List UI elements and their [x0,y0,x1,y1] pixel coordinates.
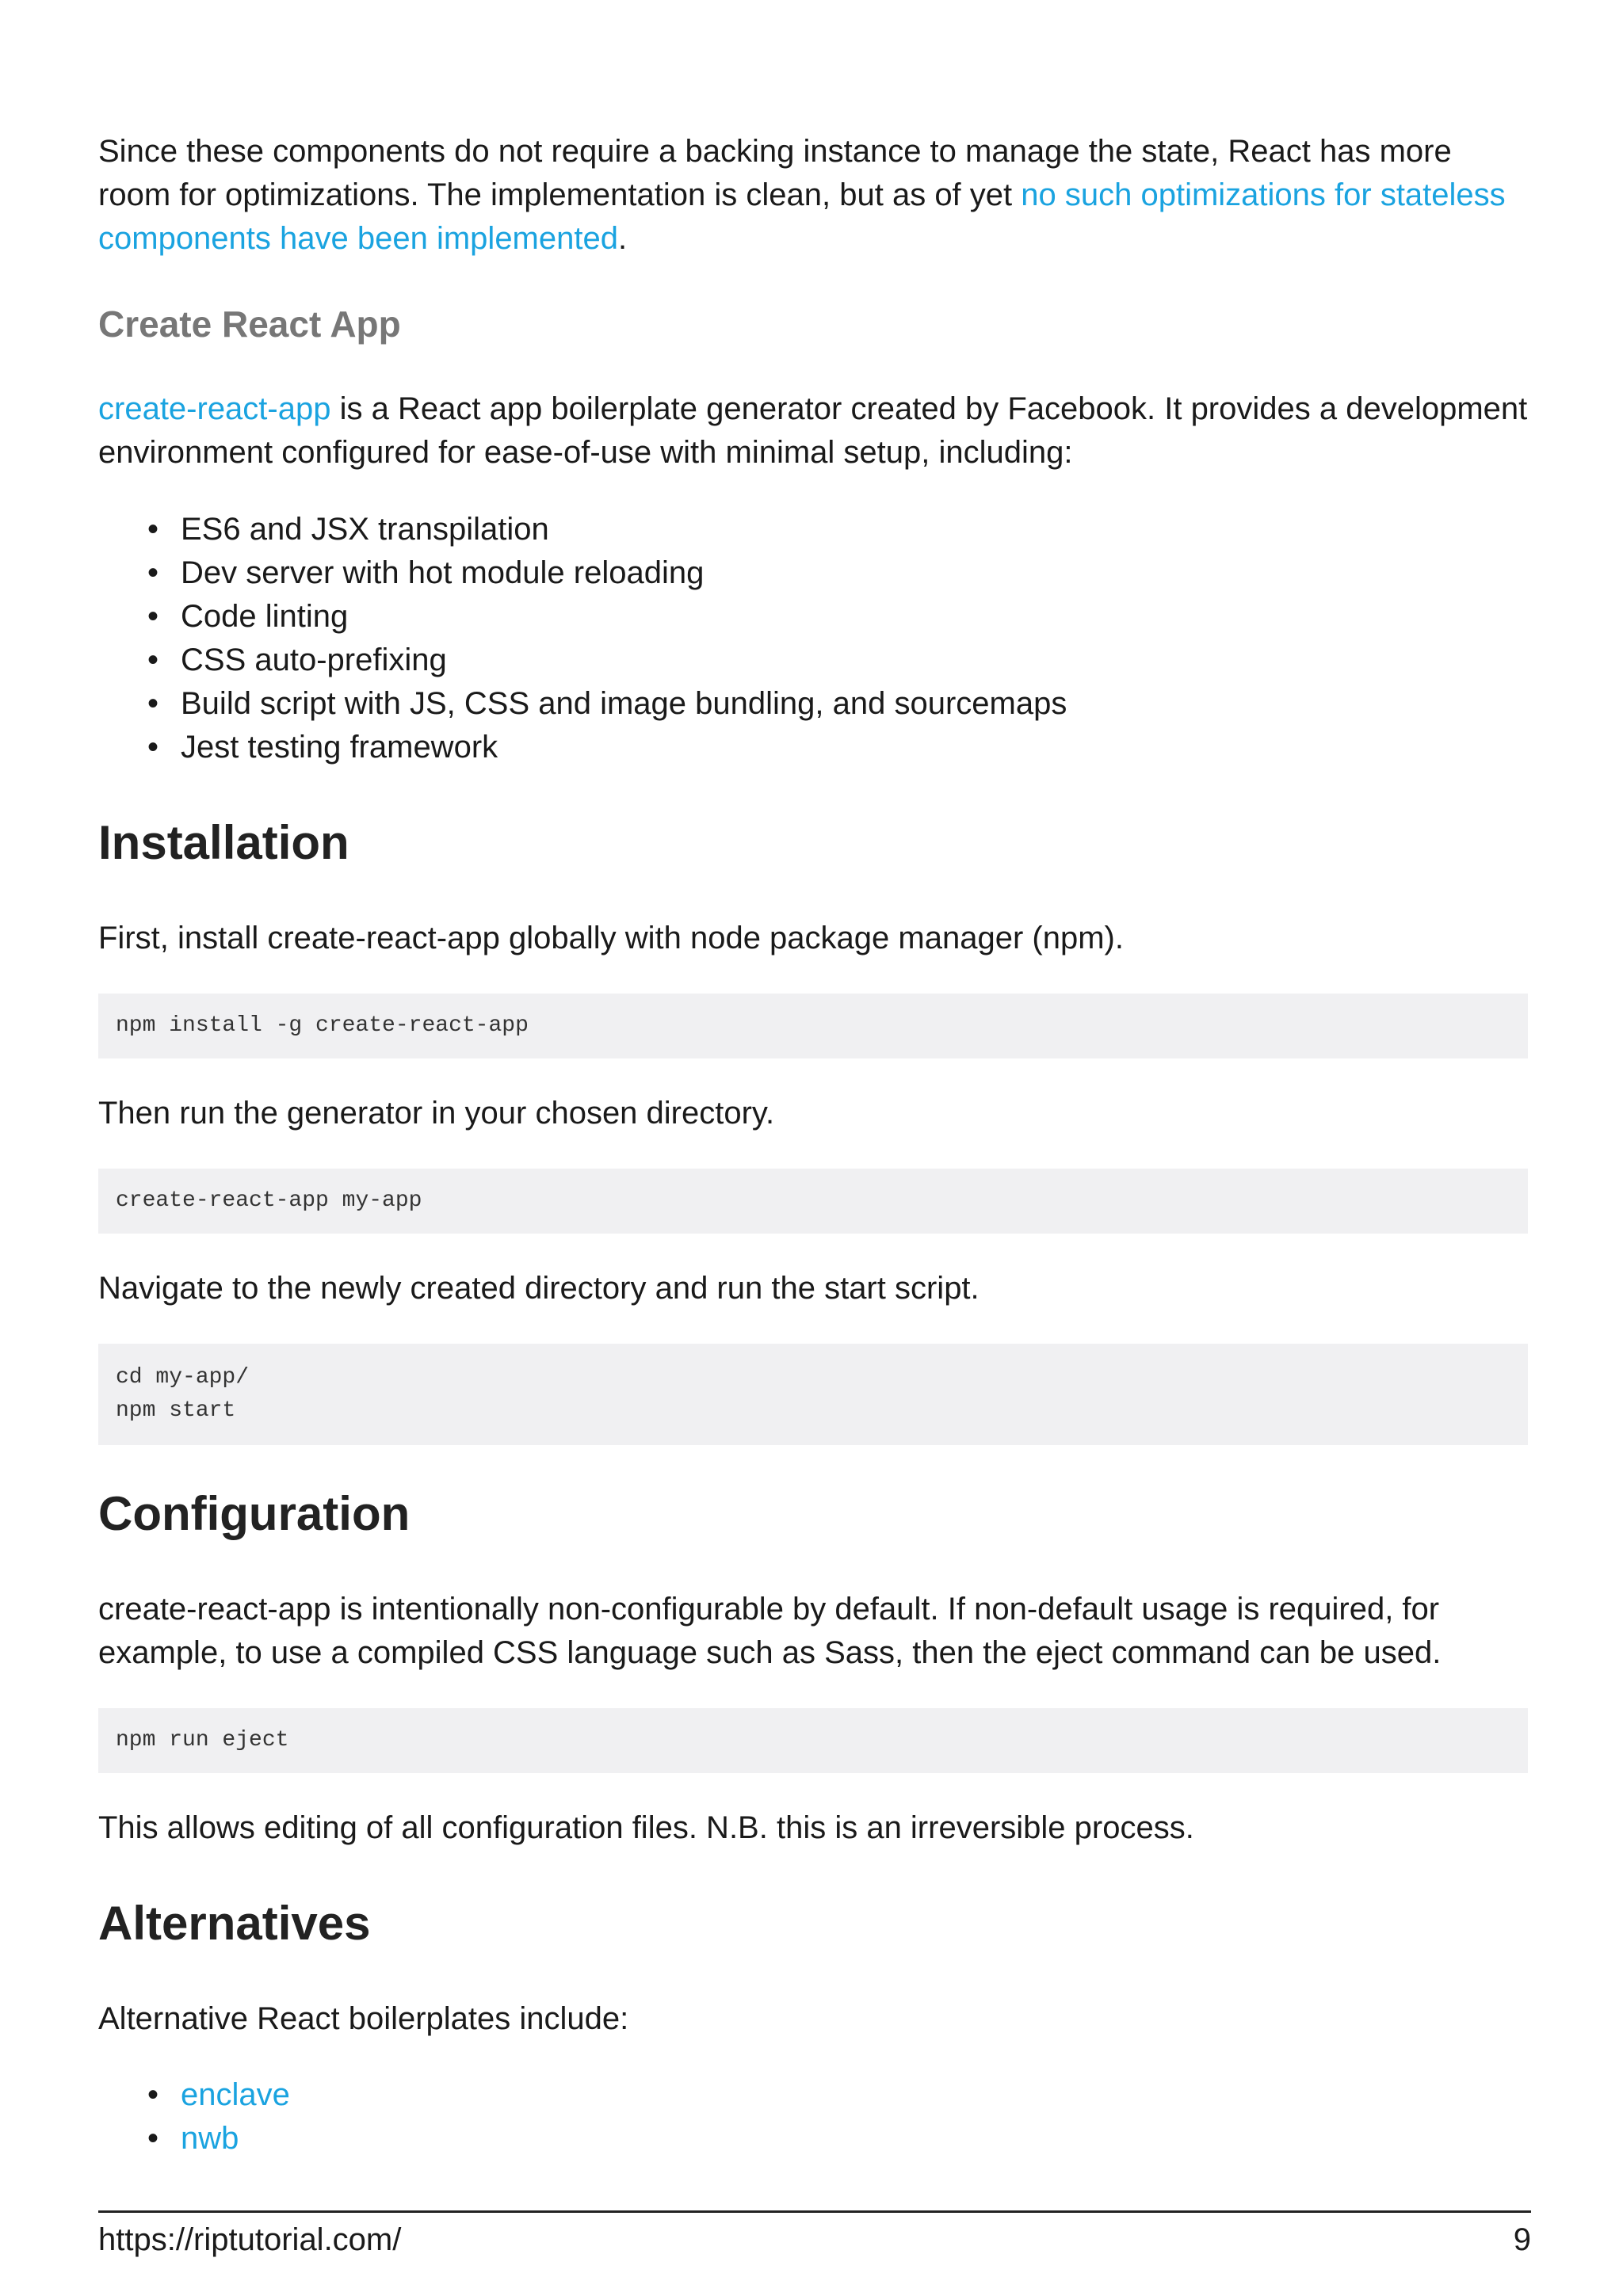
code-line: cd my-app/ [116,1365,250,1390]
list-item: • enclave [147,2077,290,2112]
alternatives-heading: Alternatives [98,1897,371,1950]
code-block-start [98,1344,1528,1445]
installation-step-1: First, install create-react-app globally with node package manager (npm). [98,921,1124,955]
list-item: • Dev server with hot module reloading [147,555,705,590]
code-line: npm start [116,1398,236,1423]
intro-text-end: . [617,221,628,256]
page-number: 9 [1513,2222,1531,2257]
installation-heading: Installation [98,816,349,869]
code-block-generate: create-react-app my-app [98,1169,1528,1234]
intro-paragraph [98,130,1528,261]
enclave-link[interactable]: enclave [181,2077,290,2112]
installation-step-2: Then run the generator in your chosen directory. [98,1096,775,1131]
list-item: • Build script with JS, CSS and image bundling, and sourcemaps [147,686,1067,721]
code-block-install: npm install -g create-react-app [98,994,1528,1058]
nwb-link[interactable]: nwb [181,2121,239,2156]
create-react-app-paragraph [98,387,1528,475]
alternatives-paragraph: Alternative React boilerplates include: [98,2001,629,2036]
configuration-note: This allows editing of all configuration files. N.B. this is an irreversible process. [98,1810,1194,1845]
list-item: • Jest testing framework [147,730,498,765]
alternatives-list [98,2073,1528,2161]
footer-divider [98,2210,1531,2213]
list-item: • Code linting [147,599,349,634]
document-page [98,0,1531,2296]
list-item: • nwb [147,2121,239,2156]
configuration-paragraph: create-react-app is intentionally non-configurable by default. If non-default usage is required, for example, to use a compiled CSS language such as Sass, then the eject command can be used. [98,1592,1442,1670]
footer-url: https://riptutorial.com/ [98,2222,402,2257]
features-list [98,508,1528,769]
list-item: • ES6 and JSX transpilation [147,512,549,547]
intro-text: Since these components do not require a backing instance to manage the state, React has more room for optimizations. The implementation is clean, but as of yet [98,134,1452,212]
list-item: • CSS auto-prefixing [147,643,447,677]
configuration-heading: Configuration [98,1487,411,1540]
code-block-eject: npm run eject [98,1708,1528,1773]
optimizations-link[interactable]: no such optimizations for stateless components have been implemented [98,177,1506,256]
installation-step-3: Navigate to the newly created directory and run the start script. [98,1271,980,1306]
create-react-app-link[interactable]: create-react-app [98,391,331,426]
create-react-app-description: is a React app boilerplate generator created by Facebook. It provides a development environment configured for ease-of-use with minimal setup, including: [98,391,1528,470]
create-react-app-heading: Create React App [98,303,401,345]
